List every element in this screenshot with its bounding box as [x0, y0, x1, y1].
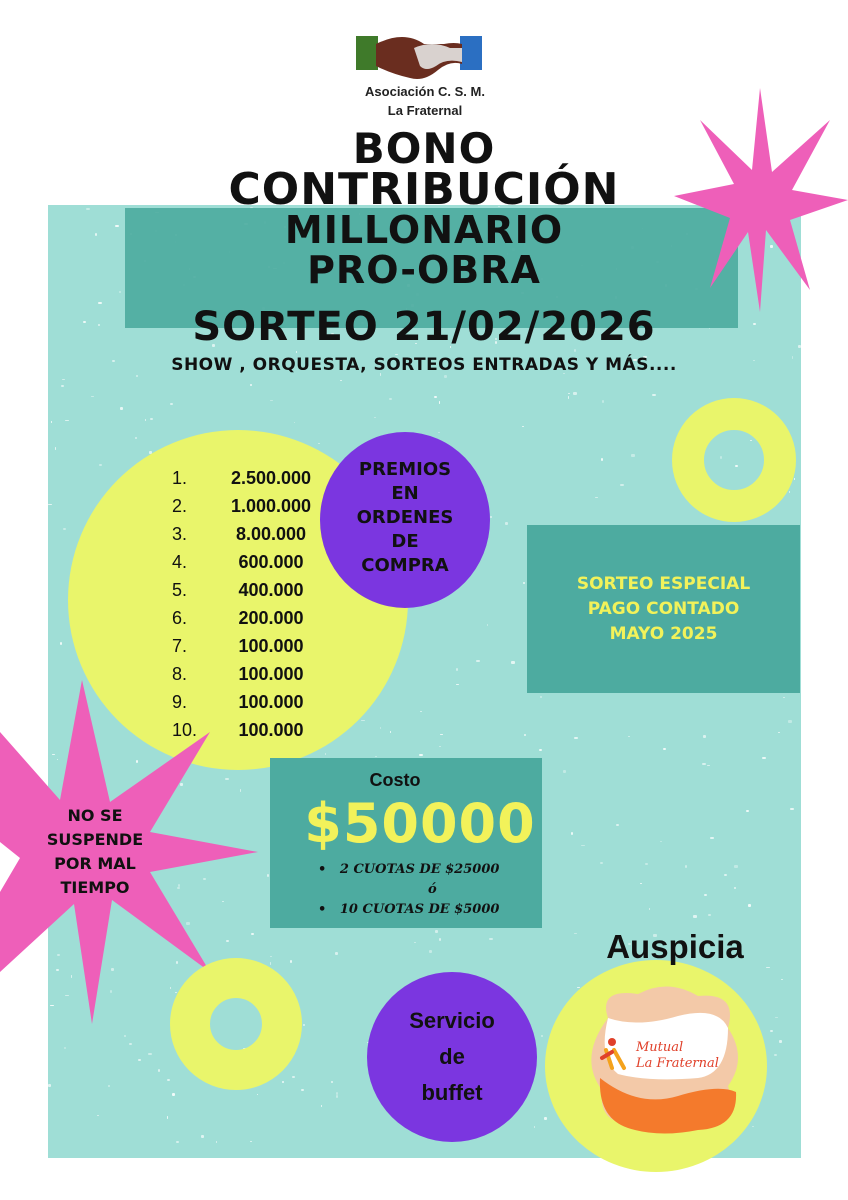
title-pro-obra: PRO-OBRA	[307, 248, 541, 292]
texture-speck	[170, 403, 172, 404]
prize-number: 9.	[172, 691, 188, 712]
special-draw-line: PAGO CONTADO	[587, 599, 740, 619]
texture-speck	[48, 1084, 51, 1087]
texture-speck	[746, 810, 749, 812]
texture-speck	[505, 522, 508, 525]
texture-speck	[522, 426, 524, 427]
texture-speck	[439, 401, 441, 404]
buffet-text	[367, 1003, 537, 1111]
prize-value: 100.000	[238, 663, 304, 684]
texture-speck	[325, 753, 326, 755]
texture-speck	[781, 979, 783, 981]
prizes-heading	[330, 458, 480, 578]
buffet-line: Servicio	[409, 1008, 495, 1033]
texture-speck	[779, 1040, 782, 1043]
texture-speck	[602, 400, 603, 403]
weather-line: SUSPENDE	[46, 830, 144, 849]
texture-speck	[145, 419, 146, 422]
title-contribucion: CONTRIBUCIÓN	[228, 164, 620, 215]
cost-option: • 10 CUOTAS DE $5000	[318, 902, 500, 917]
texture-speck	[511, 661, 514, 664]
cost-option-text: 2 CUOTAS DE $25000	[339, 862, 500, 877]
list-item	[160, 464, 326, 492]
texture-speck	[216, 1141, 218, 1143]
texture-speck	[524, 734, 526, 736]
texture-speck	[663, 748, 667, 750]
logo-subname: La Fraternal	[387, 103, 463, 118]
texture-speck	[340, 380, 343, 381]
texture-speck	[571, 832, 572, 834]
texture-speck	[267, 874, 269, 877]
texture-speck	[65, 420, 69, 421]
prizes-heading-line: PREMIOS	[358, 459, 452, 480]
texture-speck	[270, 400, 274, 401]
texture-speck	[55, 447, 56, 450]
texture-speck	[539, 749, 542, 751]
texture-speck	[710, 837, 714, 839]
buffet-line: buffet	[421, 1080, 483, 1105]
prize-value: 100.000	[238, 691, 304, 712]
prizes-heading-line: DE	[391, 531, 419, 552]
texture-speck	[794, 478, 795, 480]
cost-or: ó	[428, 882, 437, 897]
prizes-heading-line: COMPRA	[361, 555, 449, 576]
prize-number: 3.	[172, 523, 188, 544]
texture-speck	[270, 956, 272, 957]
texture-speck	[775, 1017, 778, 1018]
texture-speck	[390, 731, 391, 733]
prize-number: 6.	[172, 607, 188, 628]
texture-speck	[601, 458, 603, 460]
draw-date: SORTEO 21/02/2026	[192, 304, 656, 350]
list-item	[160, 492, 326, 520]
texture-speck	[568, 396, 570, 399]
cost-option: • 2 CUOTAS DE $25000	[318, 862, 500, 877]
texture-speck	[438, 432, 440, 433]
texture-speck	[138, 1059, 141, 1061]
sponsor-label: Auspicia	[606, 928, 744, 965]
texture-speck	[631, 454, 635, 457]
weather-line: TIEMPO	[60, 878, 130, 897]
texture-speck	[374, 417, 376, 418]
texture-speck	[544, 1117, 547, 1120]
texture-speck	[108, 1085, 110, 1087]
texture-speck	[693, 915, 697, 918]
prize-value: 8.00.000	[235, 523, 307, 544]
texture-speck	[568, 393, 570, 394]
texture-speck	[563, 770, 567, 772]
texture-speck	[148, 1053, 151, 1055]
texture-speck	[150, 418, 153, 420]
texture-speck	[456, 684, 460, 685]
texture-speck	[172, 1093, 175, 1096]
texture-speck	[167, 1079, 169, 1081]
prize-value: 600.000	[238, 551, 304, 572]
texture-speck	[135, 437, 137, 439]
texture-speck	[282, 1081, 284, 1082]
prize-number: 1.	[172, 467, 188, 488]
texture-speck	[789, 491, 790, 493]
texture-speck	[290, 960, 293, 963]
prize-number: 4.	[172, 551, 188, 572]
texture-speck	[380, 727, 381, 729]
texture-speck	[748, 904, 751, 906]
texture-speck	[649, 908, 650, 910]
texture-speck	[704, 894, 707, 896]
prize-value: 200.000	[238, 607, 304, 628]
texture-speck	[120, 407, 123, 410]
prize-number: 2.	[172, 495, 188, 516]
list-item	[160, 632, 326, 660]
texture-speck	[158, 1069, 161, 1071]
texture-speck	[456, 668, 458, 670]
texture-speck	[540, 696, 541, 698]
texture-speck	[301, 1089, 303, 1091]
texture-speck	[296, 351, 298, 353]
texture-speck	[628, 736, 630, 737]
prize-value: 100.000	[238, 719, 304, 740]
texture-speck	[476, 660, 479, 662]
texture-speck	[685, 865, 687, 868]
texture-speck	[99, 464, 102, 466]
texture-speck	[434, 396, 438, 398]
texture-speck	[303, 1024, 305, 1026]
texture-speck	[734, 865, 738, 867]
prize-number: 5.	[172, 579, 188, 600]
texture-speck	[783, 697, 784, 698]
prize-value: 2.500.000	[230, 467, 312, 488]
texture-speck	[361, 720, 365, 721]
buffet-line: de	[439, 1044, 465, 1069]
texture-speck	[708, 914, 711, 916]
prize-number: 7.	[172, 635, 188, 656]
texture-speck	[788, 720, 792, 722]
texture-speck	[573, 392, 577, 395]
texture-speck	[124, 1035, 127, 1036]
texture-speck	[489, 938, 493, 940]
texture-speck	[335, 952, 339, 955]
texture-speck	[724, 874, 727, 876]
texture-speck	[762, 757, 766, 759]
texture-speck	[51, 421, 53, 423]
texture-speck	[389, 398, 392, 400]
texture-speck	[541, 1035, 543, 1037]
weather-notice	[30, 804, 160, 900]
texture-speck	[444, 375, 447, 378]
ring-decoration-top	[672, 398, 796, 522]
texture-speck	[790, 808, 794, 810]
texture-speck	[435, 930, 439, 932]
texture-speck	[581, 845, 585, 846]
texture-speck	[429, 950, 432, 953]
title-bono: BONO	[352, 124, 496, 173]
prize-number: 10.	[172, 719, 198, 740]
texture-speck	[640, 883, 643, 884]
logo-name: Asociación C. S. M.	[365, 84, 485, 99]
texture-speck	[250, 1141, 252, 1142]
texture-speck	[375, 756, 378, 757]
texture-speck	[774, 1054, 777, 1057]
list-item	[160, 520, 326, 548]
cost-option-text: 10 CUOTAS DE $5000	[339, 902, 500, 917]
list-item	[160, 548, 326, 576]
handshake-icon	[354, 30, 484, 86]
texture-speck	[419, 754, 422, 756]
special-draw-line: SORTEO ESPECIAL	[576, 574, 751, 594]
texture-speck	[645, 863, 648, 866]
sponsor-name-line2: La Fraternal	[636, 1056, 719, 1071]
texture-speck	[129, 1043, 133, 1045]
prize-value: 100.000	[238, 635, 304, 656]
prize-value: 400.000	[238, 579, 304, 600]
texture-speck	[523, 582, 525, 584]
subtitle: SHOW , ORQUESTA, SORTEOS ENTRADAS Y MÁS....	[171, 355, 677, 375]
texture-speck	[702, 763, 706, 765]
texture-speck	[420, 711, 421, 713]
texture-speck	[778, 732, 780, 733]
sponsor-name-line1: Mutual	[636, 1040, 684, 1055]
texture-speck	[270, 962, 272, 964]
cost-label: Costo	[369, 770, 421, 790]
prizes-heading-line: ORDENES	[356, 507, 454, 528]
texture-speck	[620, 484, 624, 486]
cost-value: $50000	[304, 792, 536, 855]
special-draw-text	[527, 572, 800, 647]
texture-speck	[574, 737, 578, 739]
texture-speck	[616, 824, 619, 826]
texture-speck	[534, 1126, 535, 1128]
special-draw-line: MAYO 2025	[609, 624, 718, 644]
texture-speck	[294, 422, 295, 423]
texture-speck	[770, 1030, 773, 1031]
texture-speck	[60, 642, 63, 645]
prize-value: 1.000.000	[230, 495, 312, 516]
texture-speck	[64, 1047, 66, 1049]
texture-speck	[766, 967, 770, 968]
texture-speck	[331, 1081, 332, 1082]
texture-speck	[440, 734, 443, 736]
texture-speck	[414, 942, 416, 944]
texture-speck	[318, 443, 320, 444]
texture-speck	[176, 1141, 179, 1143]
texture-speck	[652, 394, 656, 396]
texture-speck	[487, 624, 488, 626]
texture-speck	[703, 735, 706, 738]
texture-speck	[734, 887, 736, 890]
texture-speck	[97, 1115, 99, 1116]
texture-speck	[63, 528, 67, 530]
prizes-heading-line: EN	[391, 483, 419, 504]
texture-speck	[257, 1094, 259, 1095]
title-millonario: MILLONARIO	[284, 208, 564, 252]
texture-speck	[167, 1116, 169, 1119]
texture-speck	[321, 1105, 323, 1107]
texture-speck	[91, 396, 94, 397]
texture-speck	[136, 375, 138, 376]
texture-speck	[490, 516, 491, 517]
texture-speck	[660, 841, 661, 842]
list-item	[160, 604, 326, 632]
texture-speck	[201, 1135, 204, 1138]
texture-speck	[595, 497, 598, 499]
weather-line: NO SE	[67, 806, 123, 825]
texture-speck	[439, 938, 441, 940]
texture-speck	[439, 746, 441, 747]
texture-speck	[250, 384, 251, 386]
weather-line: POR MAL	[54, 854, 136, 873]
texture-speck	[61, 385, 63, 387]
texture-speck	[48, 504, 52, 505]
texture-speck	[600, 862, 603, 865]
texture-speck	[752, 1126, 754, 1127]
prize-number: 8.	[172, 663, 188, 684]
texture-speck	[292, 1076, 295, 1078]
texture-speck	[707, 765, 710, 766]
ring-decoration-bottom	[170, 958, 302, 1090]
texture-speck	[62, 379, 65, 380]
texture-speck	[336, 1095, 338, 1097]
list-item	[160, 576, 326, 604]
